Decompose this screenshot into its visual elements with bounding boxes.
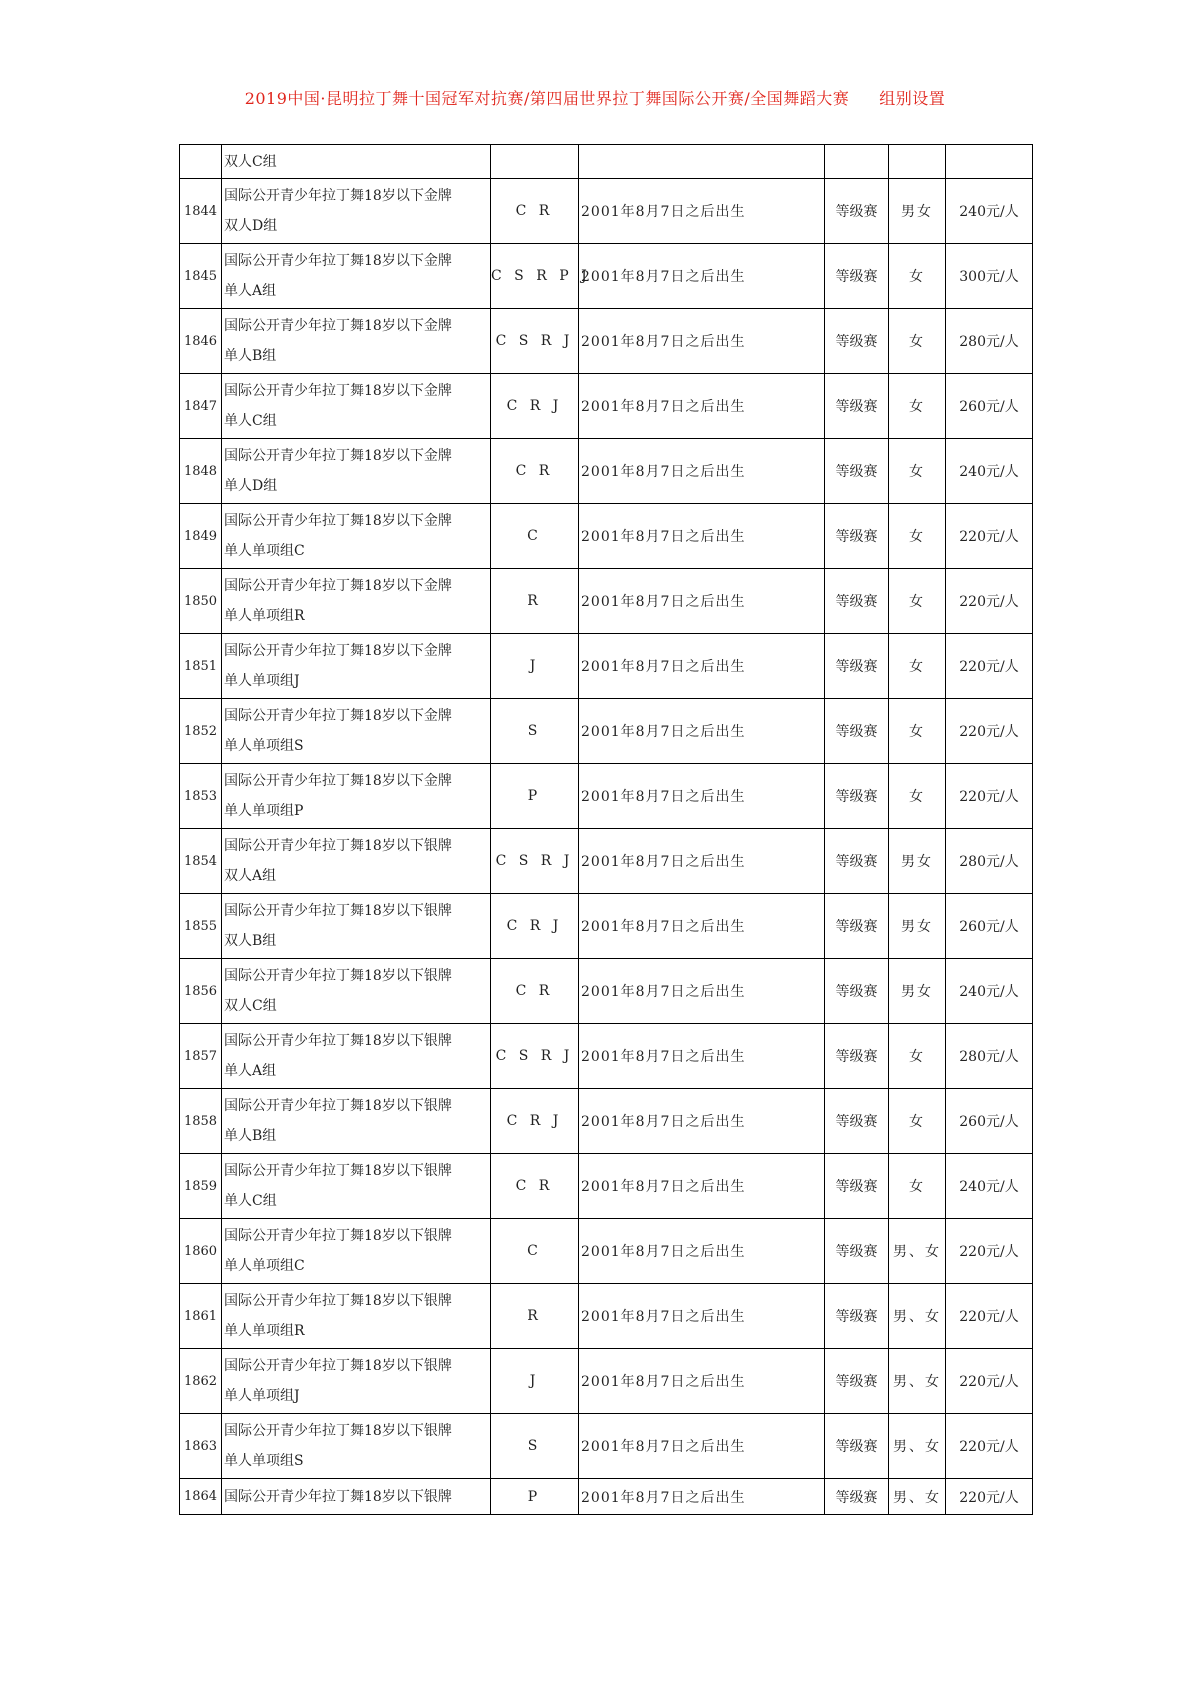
category-name-line-1: 国际公开青少年拉丁舞18岁以下银牌 [224,1228,452,1244]
cell-birth-requirement: 2001年8月7日之后出生 [579,829,825,894]
cell-number: 1845 [180,244,222,309]
cell-category-name [222,309,491,374]
cell-fee: 240元/人 [946,1154,1033,1219]
cell-fee: 220元/人 [946,569,1033,634]
cell-dances: S [491,699,579,764]
table-row [180,504,1033,569]
cell-dances: P [491,1479,579,1515]
cell-birth-requirement: 2001年8月7日之后出生 [579,504,825,569]
category-table [179,144,1033,1515]
cell-birth-requirement: 2001年8月7日之后出生 [579,374,825,439]
category-name-line-1: 国际公开青少年拉丁舞18岁以下金牌 [224,383,452,399]
cell-dances: C R [491,179,579,244]
cell-competition-type [825,145,889,179]
cell-birth-requirement [579,145,825,179]
cell-gender: 男女 [889,829,946,894]
cell-number: 1859 [180,1154,222,1219]
category-name-line-1: 国际公开青少年拉丁舞18岁以下银牌 [224,903,452,919]
cell-birth-requirement: 2001年8月7日之后出生 [579,1479,825,1515]
cell-category-name [222,1284,491,1349]
cell-birth-requirement: 2001年8月7日之后出生 [579,1414,825,1479]
cell-category-name [222,439,491,504]
category-name-line-1: 国际公开青少年拉丁舞18岁以下银牌 [224,968,452,984]
cell-competition-type: 等级赛 [825,959,889,1024]
cell-category-name [222,145,491,179]
cell-dances: C R J [491,374,579,439]
page-title [0,86,1190,109]
cell-competition-type: 等级赛 [825,1219,889,1284]
category-name-line-2: 双人B组 [224,933,277,949]
cell-category-name [222,1154,491,1219]
table-row [180,179,1033,244]
cell-number: 1862 [180,1349,222,1414]
cell-fee: 300元/人 [946,244,1033,309]
table-row [180,894,1033,959]
cell-number: 1861 [180,1284,222,1349]
category-name-line-1: 国际公开青少年拉丁舞18岁以下金牌 [224,513,452,529]
cell-dances: C S R J [491,829,579,894]
category-name-line-1: 双人C组 [224,153,277,170]
cell-fee: 220元/人 [946,1414,1033,1479]
cell-category-name [222,1349,491,1414]
cell-gender: 男女 [889,894,946,959]
cell-dances [491,145,579,179]
cell-fee: 220元/人 [946,634,1033,699]
cell-competition-type: 等级赛 [825,569,889,634]
cell-category-name [222,374,491,439]
cell-birth-requirement: 2001年8月7日之后出生 [579,1024,825,1089]
cell-number [180,145,222,179]
cell-fee: 280元/人 [946,309,1033,374]
category-table-body [180,145,1033,1515]
cell-competition-type: 等级赛 [825,1154,889,1219]
cell-fee: 280元/人 [946,1024,1033,1089]
cell-number: 1857 [180,1024,222,1089]
cell-dances: C [491,504,579,569]
cell-gender: 女 [889,504,946,569]
cell-dances: J [491,634,579,699]
cell-fee: 260元/人 [946,1089,1033,1154]
category-name-line-2: 单人B组 [224,348,277,364]
category-name-line-2: 单人A组 [224,1063,277,1079]
cell-fee: 220元/人 [946,504,1033,569]
cell-gender: 女 [889,439,946,504]
cell-birth-requirement: 2001年8月7日之后出生 [579,634,825,699]
cell-competition-type: 等级赛 [825,1089,889,1154]
cell-fee: 220元/人 [946,1349,1033,1414]
cell-gender: 女 [889,1154,946,1219]
cell-gender: 女 [889,1089,946,1154]
page-title-suffix: 组别设置 [879,89,946,108]
cell-competition-type: 等级赛 [825,244,889,309]
page-title-main: 2019中国·昆明拉丁舞十国冠军对抗赛/第四届世界拉丁舞国际公开赛/全国舞蹈大赛 [244,89,850,108]
cell-dances: C R J [491,894,579,959]
category-name-line-2: 双人C组 [224,998,277,1014]
category-name-line-2: 单人单项组R [224,1323,305,1339]
table-row [180,1219,1033,1284]
cell-number: 1854 [180,829,222,894]
category-name-line-2: 单人单项组P [224,803,304,819]
cell-competition-type: 等级赛 [825,1024,889,1089]
table-row [180,374,1033,439]
cell-birth-requirement: 2001年8月7日之后出生 [579,569,825,634]
table-row [180,764,1033,829]
cell-gender: 女 [889,244,946,309]
cell-competition-type: 等级赛 [825,1414,889,1479]
cell-birth-requirement: 2001年8月7日之后出生 [579,1089,825,1154]
cell-competition-type: 等级赛 [825,634,889,699]
cell-fee: 220元/人 [946,1479,1033,1515]
cell-dances: R [491,1284,579,1349]
cell-fee: 240元/人 [946,959,1033,1024]
cell-category-name [222,1024,491,1089]
cell-gender: 女 [889,309,946,374]
table-row [180,1349,1033,1414]
cell-category-name [222,1219,491,1284]
cell-birth-requirement: 2001年8月7日之后出生 [579,1284,825,1349]
cell-number: 1853 [180,764,222,829]
cell-dances: P [491,764,579,829]
table-row [180,1024,1033,1089]
cell-number: 1846 [180,309,222,374]
cell-dances: J [491,1349,579,1414]
category-name-line-2: 单人单项组S [224,1453,304,1469]
cell-competition-type: 等级赛 [825,829,889,894]
table-row [180,699,1033,764]
cell-category-name [222,894,491,959]
cell-fee: 240元/人 [946,439,1033,504]
cell-category-name [222,829,491,894]
cell-number: 1864 [180,1479,222,1515]
cell-fee: 220元/人 [946,1219,1033,1284]
cell-number: 1849 [180,504,222,569]
table-row [180,439,1033,504]
category-name-line-2: 单人单项组R [224,608,305,624]
category-name-line-2: 单人B组 [224,1128,277,1144]
cell-gender: 男、女 [889,1219,946,1284]
category-name-line-2: 单人C组 [224,413,277,429]
cell-birth-requirement: 2001年8月7日之后出生 [579,959,825,1024]
cell-gender: 男、女 [889,1284,946,1349]
cell-competition-type: 等级赛 [825,309,889,374]
cell-birth-requirement: 2001年8月7日之后出生 [579,699,825,764]
cell-number: 1863 [180,1414,222,1479]
category-name-line-1: 国际公开青少年拉丁舞18岁以下银牌 [224,1423,452,1439]
category-name-line-1: 国际公开青少年拉丁舞18岁以下银牌 [224,1358,452,1374]
cell-category-name [222,504,491,569]
cell-birth-requirement: 2001年8月7日之后出生 [579,1154,825,1219]
table-row [180,1414,1033,1479]
cell-dances: C R [491,1154,579,1219]
cell-competition-type: 等级赛 [825,439,889,504]
table-row [180,829,1033,894]
cell-birth-requirement: 2001年8月7日之后出生 [579,309,825,374]
table-row [180,1479,1033,1515]
cell-fee: 240元/人 [946,179,1033,244]
category-name-line-1: 国际公开青少年拉丁舞18岁以下金牌 [224,318,452,334]
cell-number: 1847 [180,374,222,439]
category-name-line-1: 国际公开青少年拉丁舞18岁以下银牌 [224,1098,452,1114]
cell-dances: C R [491,959,579,1024]
table-row [180,309,1033,374]
category-name-line-2: 双人D组 [224,218,278,234]
category-name-line-1: 国际公开青少年拉丁舞18岁以下金牌 [224,253,452,269]
category-name-line-2: 单人D组 [224,478,278,494]
cell-gender: 女 [889,634,946,699]
cell-gender: 男女 [889,179,946,244]
cell-fee: 220元/人 [946,1284,1033,1349]
cell-fee [946,145,1033,179]
cell-fee: 280元/人 [946,829,1033,894]
category-name-line-1: 国际公开青少年拉丁舞18岁以下金牌 [224,188,452,204]
category-name-line-1: 国际公开青少年拉丁舞18岁以下金牌 [224,448,452,464]
cell-gender: 女 [889,569,946,634]
cell-fee: 220元/人 [946,699,1033,764]
table-row [180,1154,1033,1219]
cell-number: 1860 [180,1219,222,1284]
cell-dances: S [491,1414,579,1479]
table-row [180,959,1033,1024]
category-name-line-2: 单人单项组J [224,1388,300,1404]
cell-gender: 女 [889,764,946,829]
cell-birth-requirement: 2001年8月7日之后出生 [579,894,825,959]
cell-category-name [222,1089,491,1154]
cell-fee: 220元/人 [946,764,1033,829]
cell-birth-requirement: 2001年8月7日之后出生 [579,179,825,244]
cell-dances: R [491,569,579,634]
cell-number: 1848 [180,439,222,504]
category-name-line-1: 国际公开青少年拉丁舞18岁以下金牌 [224,773,452,789]
cell-birth-requirement: 2001年8月7日之后出生 [579,439,825,504]
cell-competition-type: 等级赛 [825,1349,889,1414]
cell-competition-type: 等级赛 [825,894,889,959]
cell-birth-requirement: 2001年8月7日之后出生 [579,1349,825,1414]
cell-number: 1856 [180,959,222,1024]
category-name-line-1: 国际公开青少年拉丁舞18岁以下银牌 [224,1033,452,1049]
cell-category-name [222,244,491,309]
cell-gender: 女 [889,374,946,439]
category-name-line-1: 国际公开青少年拉丁舞18岁以下银牌 [224,838,452,854]
cell-number: 1855 [180,894,222,959]
cell-category-name [222,179,491,244]
category-name-line-1: 国际公开青少年拉丁舞18岁以下金牌 [224,708,452,724]
table-row [180,145,1033,179]
cell-dances: C S R P J [491,244,579,309]
cell-birth-requirement: 2001年8月7日之后出生 [579,1219,825,1284]
cell-dances: C S R J [491,309,579,374]
cell-competition-type: 等级赛 [825,179,889,244]
cell-gender: 男、女 [889,1349,946,1414]
cell-gender [889,145,946,179]
cell-category-name [222,634,491,699]
cell-competition-type: 等级赛 [825,504,889,569]
cell-dances: C R [491,439,579,504]
table-row [180,1089,1033,1154]
table-row [180,634,1033,699]
cell-birth-requirement: 2001年8月7日之后出生 [579,244,825,309]
category-name-line-1: 国际公开青少年拉丁舞18岁以下银牌 [224,1488,452,1505]
cell-category-name [222,764,491,829]
cell-fee: 260元/人 [946,894,1033,959]
cell-dances: C [491,1219,579,1284]
table-row [180,244,1033,309]
cell-dances: C S R J [491,1024,579,1089]
category-name-line-1: 国际公开青少年拉丁舞18岁以下银牌 [224,1163,452,1179]
cell-number: 1844 [180,179,222,244]
category-name-line-2: 单人单项组C [224,543,305,559]
category-name-line-1: 国际公开青少年拉丁舞18岁以下金牌 [224,643,452,659]
cell-gender: 男、女 [889,1479,946,1515]
category-name-line-2: 单人A组 [224,283,277,299]
category-name-line-1: 国际公开青少年拉丁舞18岁以下银牌 [224,1293,452,1309]
table-row [180,1284,1033,1349]
category-name-line-2: 单人单项组J [224,673,300,689]
table-row [180,569,1033,634]
cell-fee: 260元/人 [946,374,1033,439]
cell-category-name [222,699,491,764]
cell-competition-type: 等级赛 [825,1479,889,1515]
category-name-line-2: 双人A组 [224,868,277,884]
cell-gender: 女 [889,699,946,764]
cell-gender: 男女 [889,959,946,1024]
cell-competition-type: 等级赛 [825,699,889,764]
cell-number: 1852 [180,699,222,764]
cell-category-name [222,1479,491,1515]
cell-competition-type: 等级赛 [825,1284,889,1349]
cell-dances: C R J [491,1089,579,1154]
category-name-line-1: 国际公开青少年拉丁舞18岁以下金牌 [224,578,452,594]
cell-number: 1850 [180,569,222,634]
category-name-line-2: 单人C组 [224,1193,277,1209]
cell-number: 1858 [180,1089,222,1154]
cell-birth-requirement: 2001年8月7日之后出生 [579,764,825,829]
cell-category-name [222,1414,491,1479]
cell-gender: 女 [889,1024,946,1089]
cell-gender: 男、女 [889,1414,946,1479]
cell-category-name [222,959,491,1024]
cell-number: 1851 [180,634,222,699]
cell-category-name [222,569,491,634]
cell-competition-type: 等级赛 [825,764,889,829]
category-name-line-2: 单人单项组C [224,1258,305,1274]
cell-competition-type: 等级赛 [825,374,889,439]
category-name-line-2: 单人单项组S [224,738,304,754]
